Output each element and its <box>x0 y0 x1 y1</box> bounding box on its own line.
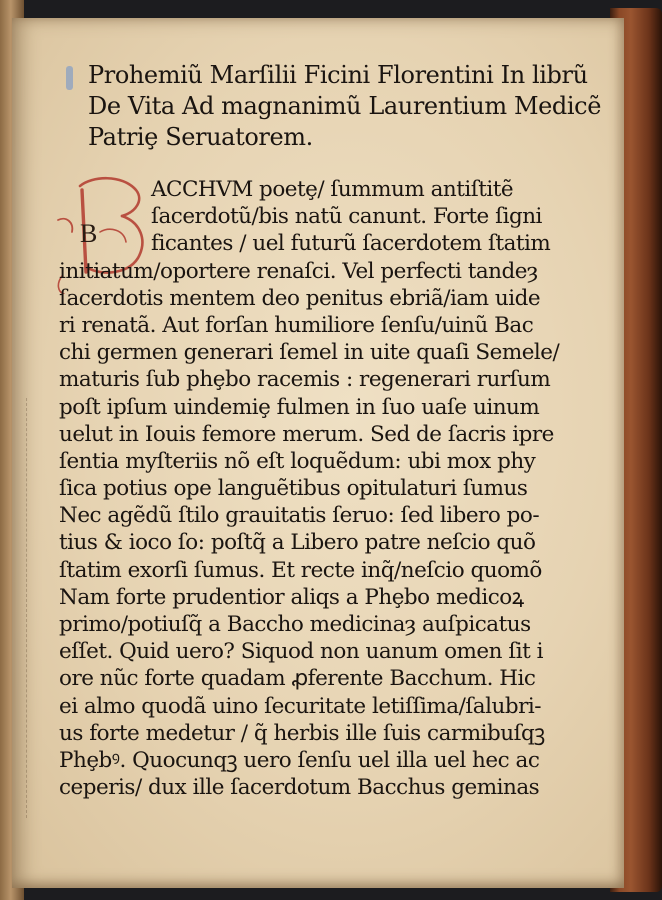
text-line: ei almo quodã uino ſecuritate letiſſima/ſalubri- <box>59 693 542 719</box>
text-line: ſica potius ope languẽtibus opitulaturi ſumus <box>59 476 528 502</box>
text-line: ficantes / uel futurũ ſacerdotem ſtatim <box>151 231 551 257</box>
text-line: Nam forte prudentior aliqs a Phȩbo medicoꝝ <box>59 584 524 610</box>
heading-line: Prohemiũ Marſilii Ficini Florentini In librũ <box>88 61 588 89</box>
text-line: poſt ipſum uindemiȩ fulmen in ſuo uaſe uinum <box>59 394 540 420</box>
text-line: ſacerdotũ/bis natũ canunt. Forte ſigni <box>151 204 542 230</box>
text-line: eſſet. Quid uero? Siquod non uanum omen ſit i <box>59 639 543 665</box>
text-line: ceperis/ dux ille ſacerdotum Bacchus geminas <box>59 775 540 801</box>
text-line: ri renatã. Aut forſan humiliore ſenſu/uinũ Bac <box>59 312 534 338</box>
prologue-heading <box>88 60 601 153</box>
initial-guide-letter: B <box>80 219 98 248</box>
text-line: ſentia myſteriis nõ eſt loquẽdum: ubi mox phy <box>59 448 536 474</box>
margin-ruling <box>26 398 31 818</box>
heading-line: De Vita Ad magnanimũ Laurentium Medicẽ <box>88 92 601 120</box>
manuscript-page <box>12 18 624 888</box>
text-line: Nec agẽdũ ſtilo grauitatis ſeruo: ſed libero po- <box>59 503 540 529</box>
text-line: initiatum/oportere renaſci. Vel perfecti tandeȝ <box>59 258 538 284</box>
text-line: tius & ioco ſo: poſtq̃ a Libero patre neſcio quõ <box>59 530 536 556</box>
text-line: maturis ſub phȩbo racemis : regenerari rurſum <box>59 367 551 393</box>
text-line: ſacerdotis mentem deo penitus ebriã/iam uide <box>59 285 541 311</box>
text-line: ore nũc forte quadam ꝓferente Bacchum. Hic <box>59 666 536 692</box>
text-line: primo/potiuſq̃ a Baccho medicinaȝ auſpicatus <box>59 612 531 637</box>
text-line: uelut in Iouis femore merum. Sed de ſacris ipre <box>59 421 554 447</box>
body-text <box>59 176 579 801</box>
text-line: Phȩbꝰ. Quocunqꝫ uero ſenſu uel illa uel hec ac <box>59 747 540 773</box>
text-line: chi germen generari ſemel in uite quaſi Semele/ <box>59 340 560 366</box>
text-line: us forte medetur / q̃ herbis ille ſuis carmibuſqꝫ <box>59 720 545 746</box>
heading-line: Patriȩ Seruatorem. <box>88 123 313 151</box>
text-line: ſtatim exorſi ſumus. Et recte inq̃/neſcio quomõ <box>59 557 542 583</box>
text-line: ACCHVM poetȩ/ ſummum antiſtitẽ <box>151 177 514 202</box>
paragraph-mark <box>66 66 73 90</box>
